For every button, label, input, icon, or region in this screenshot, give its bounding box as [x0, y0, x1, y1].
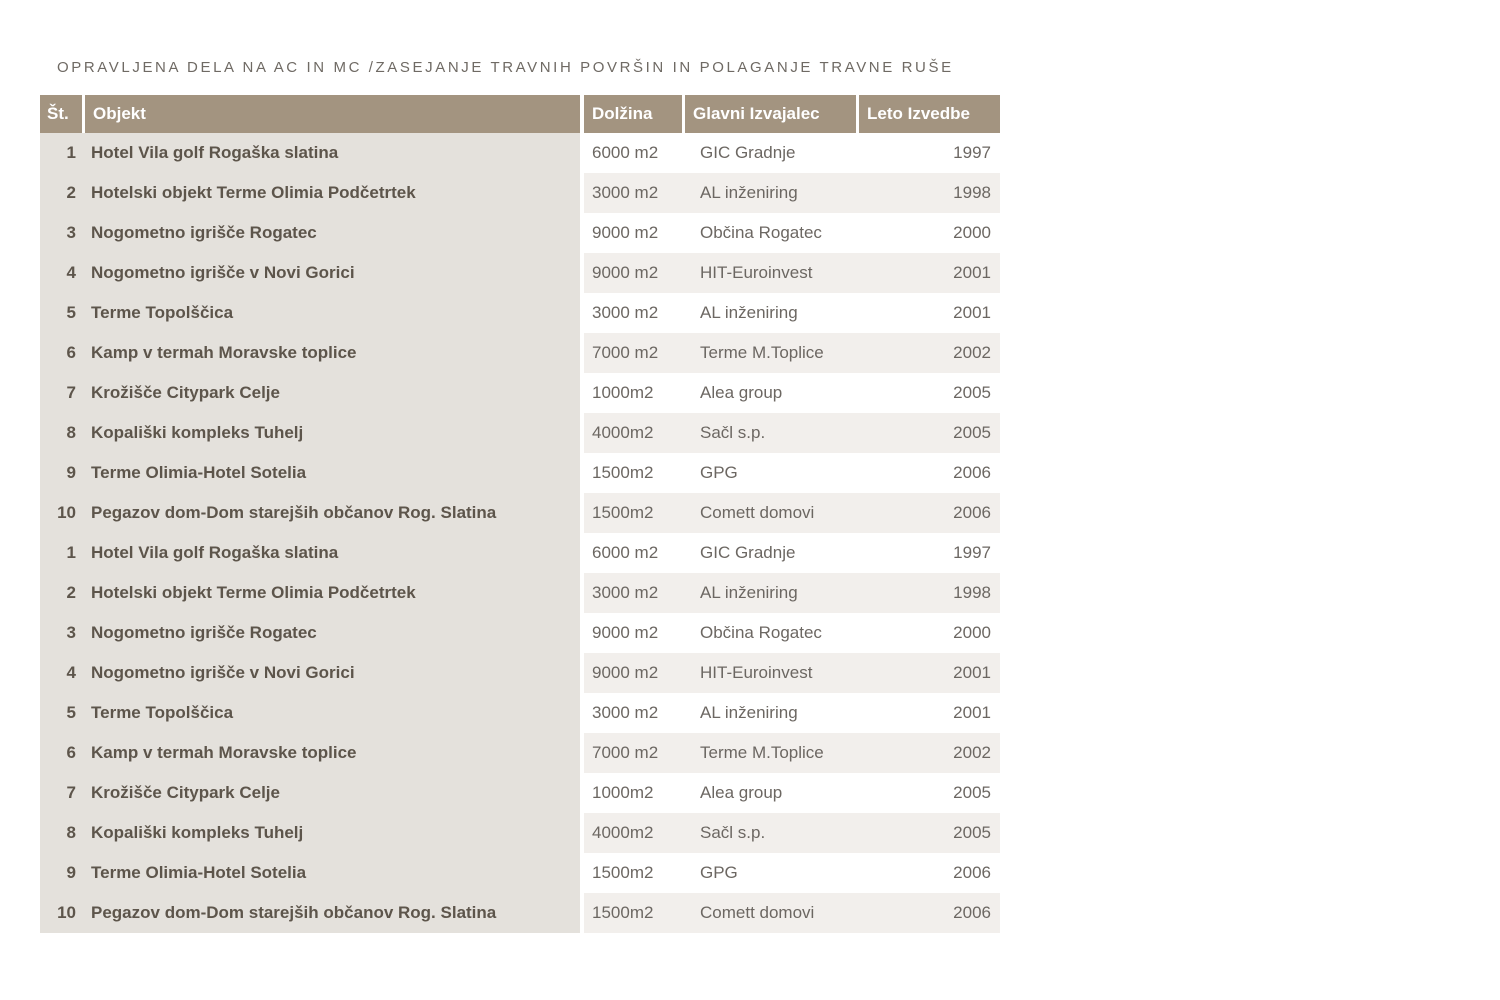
- row-left-block: [40, 453, 580, 493]
- table-row: [40, 133, 1000, 173]
- row-right-block: [584, 733, 1000, 773]
- table-row: [40, 493, 1000, 533]
- row-left-block: [40, 573, 580, 613]
- row-left-block: [40, 853, 580, 893]
- row-left-block: [40, 173, 580, 213]
- cell-dolzina: 9000 m2: [592, 663, 659, 682]
- cell-leto: 2002: [953, 743, 991, 762]
- cell-dolzina: 1500m2: [592, 903, 654, 922]
- cell-number: 1: [66, 543, 76, 562]
- cell-number: 9: [66, 863, 76, 882]
- row-right-block: [584, 373, 1000, 413]
- cell-izvajalec: AL inženiring: [700, 583, 798, 602]
- row-left-block: [40, 213, 580, 253]
- cell-number: 8: [66, 823, 76, 842]
- cell-number: 10: [57, 903, 76, 922]
- table-body: [40, 133, 1000, 933]
- cell-dolzina: 3000 m2: [592, 703, 659, 722]
- cell-leto: 2006: [953, 463, 991, 482]
- cell-dolzina: 9000 m2: [592, 223, 659, 242]
- row-left-block: [40, 413, 580, 453]
- cell-leto: 2005: [953, 823, 991, 842]
- cell-leto: 2002: [953, 343, 991, 362]
- cell-izvajalec: AL inženiring: [700, 703, 798, 722]
- cell-izvajalec: Terme M.Toplice: [700, 343, 824, 362]
- row-right-block: [584, 573, 1000, 613]
- cell-number: 2: [66, 183, 76, 202]
- table-row: [40, 453, 1000, 493]
- table-row: [40, 373, 1000, 413]
- cell-izvajalec: Comett domovi: [700, 903, 815, 922]
- table-row: [40, 413, 1000, 453]
- row-right-block: [584, 893, 1000, 933]
- cell-leto: 2005: [953, 423, 991, 442]
- table-row: [40, 213, 1000, 253]
- cell-leto: 1998: [953, 183, 991, 202]
- cell-dolzina: 1500m2: [592, 863, 654, 882]
- cell-izvajalec: GIC Gradnje: [700, 543, 796, 562]
- cell-leto: 2001: [953, 303, 991, 322]
- row-left-block: [40, 493, 580, 533]
- cell-objekt: Nogometno igrišče v Novi Gorici: [91, 663, 355, 682]
- cell-izvajalec: Sačl s.p.: [700, 423, 766, 442]
- row-right-block: [584, 453, 1000, 493]
- cell-dolzina: 3000 m2: [592, 183, 659, 202]
- cell-leto: 2000: [953, 223, 991, 242]
- row-left-block: [40, 253, 580, 293]
- cell-leto: 2001: [953, 703, 991, 722]
- table-row: [40, 813, 1000, 853]
- cell-number: 4: [66, 663, 76, 682]
- cell-izvajalec: Comett domovi: [700, 503, 815, 522]
- cell-leto: 2005: [953, 783, 991, 802]
- table-row: [40, 653, 1000, 693]
- table-row: [40, 533, 1000, 573]
- cell-number: 7: [66, 783, 76, 802]
- row-left-block: [40, 373, 580, 413]
- cell-leto: 2006: [953, 903, 991, 922]
- cell-objekt: Krožišče Citypark Celje: [91, 783, 280, 802]
- cell-leto: 2001: [953, 663, 991, 682]
- cell-dolzina: 6000 m2: [592, 143, 659, 162]
- row-right-block: [584, 333, 1000, 373]
- cell-number: 6: [66, 343, 76, 362]
- row-left-block: [40, 133, 580, 173]
- row-right-block: [584, 413, 1000, 453]
- row-left-block: [40, 733, 580, 773]
- row-left-block: [40, 293, 580, 333]
- cell-number: 3: [66, 623, 76, 642]
- table-row: [40, 173, 1000, 213]
- cell-leto: 2005: [953, 383, 991, 402]
- row-right-block: [584, 213, 1000, 253]
- cell-objekt: Krožišče Citypark Celje: [91, 383, 280, 402]
- cell-izvajalec: AL inženiring: [700, 183, 798, 202]
- row-left-block: [40, 693, 580, 733]
- cell-izvajalec: AL inženiring: [700, 303, 798, 322]
- cell-dolzina: 9000 m2: [592, 263, 659, 282]
- cell-objekt: Kopališki kompleks Tuhelj: [91, 423, 304, 442]
- row-left-block: [40, 813, 580, 853]
- row-left-block: [40, 333, 580, 373]
- cell-objekt: Hotelski objekt Terme Olimia Podčetrtek: [91, 583, 416, 602]
- cell-leto: 2000: [953, 623, 991, 642]
- cell-izvajalec: Alea group: [700, 383, 783, 402]
- cell-leto: 1997: [953, 543, 991, 562]
- cell-leto: 2001: [953, 263, 991, 282]
- row-left-block: [40, 653, 580, 693]
- cell-objekt: Hotel Vila golf Rogaška slatina: [91, 543, 339, 562]
- column-header-leto: Leto Izvedbe: [859, 95, 1000, 133]
- row-right-block: [584, 493, 1000, 533]
- column-header-objekt: Objekt: [85, 95, 580, 133]
- cell-objekt: Kopališki kompleks Tuhelj: [91, 823, 304, 842]
- cell-leto: 2006: [953, 863, 991, 882]
- cell-leto: 1998: [953, 583, 991, 602]
- cell-izvajalec: GPG: [700, 863, 738, 882]
- cell-dolzina: 3000 m2: [592, 303, 659, 322]
- works-table: [40, 95, 1000, 933]
- cell-dolzina: 3000 m2: [592, 583, 659, 602]
- cell-dolzina: 4000m2: [592, 423, 654, 442]
- row-right-block: [584, 293, 1000, 333]
- cell-number: 6: [66, 743, 76, 762]
- table-header-row: [40, 95, 1000, 133]
- row-right-block: [584, 853, 1000, 893]
- table-row: [40, 773, 1000, 813]
- cell-objekt: Terme Olimia-Hotel Sotelia: [91, 463, 307, 482]
- cell-dolzina: 1000m2: [592, 383, 654, 402]
- table-row: [40, 333, 1000, 373]
- cell-number: 7: [66, 383, 76, 402]
- cell-objekt: Kamp v termah Moravske toplice: [91, 743, 357, 762]
- cell-dolzina: 4000m2: [592, 823, 654, 842]
- table-row: [40, 853, 1000, 893]
- cell-izvajalec: HIT-Euroinvest: [700, 263, 813, 282]
- cell-izvajalec: GIC Gradnje: [700, 143, 796, 162]
- cell-objekt: Terme Olimia-Hotel Sotelia: [91, 863, 307, 882]
- table-row: [40, 693, 1000, 733]
- row-left-block: [40, 893, 580, 933]
- row-left-block: [40, 773, 580, 813]
- cell-number: 5: [66, 303, 76, 322]
- cell-dolzina: 1500m2: [592, 463, 654, 482]
- row-left-block: [40, 613, 580, 653]
- cell-izvajalec: HIT-Euroinvest: [700, 663, 813, 682]
- cell-objekt: Terme Topolščica: [91, 703, 234, 722]
- cell-leto: 2006: [953, 503, 991, 522]
- column-header-st: Št.: [40, 95, 82, 133]
- cell-izvajalec: Sačl s.p.: [700, 823, 766, 842]
- cell-dolzina: 7000 m2: [592, 743, 659, 762]
- row-right-block: [584, 773, 1000, 813]
- page-title: OPRAVLJENA DELA NA AC IN MC /ZASEJANJE TRAVNIH POVRŠIN IN POLAGANJE TRAVNE RUŠE: [57, 59, 954, 76]
- row-right-block: [584, 613, 1000, 653]
- cell-number: 5: [66, 703, 76, 722]
- cell-izvajalec: Občina Rogatec: [700, 623, 822, 642]
- cell-objekt: Pegazov dom-Dom starejših občanov Rog. Slatina: [91, 903, 497, 922]
- table-row: [40, 573, 1000, 613]
- cell-izvajalec: Terme M.Toplice: [700, 743, 824, 762]
- cell-number: 10: [57, 503, 76, 522]
- cell-dolzina: 9000 m2: [592, 623, 659, 642]
- table-row: [40, 293, 1000, 333]
- cell-izvajalec: Občina Rogatec: [700, 223, 822, 242]
- row-right-block: [584, 693, 1000, 733]
- column-header-dolzina: Dolžina: [584, 95, 682, 133]
- cell-objekt: Nogometno igrišče v Novi Gorici: [91, 263, 355, 282]
- cell-dolzina: 7000 m2: [592, 343, 659, 362]
- cell-dolzina: 6000 m2: [592, 543, 659, 562]
- table-row: [40, 893, 1000, 933]
- table-row: [40, 613, 1000, 653]
- cell-objekt: Kamp v termah Moravske toplice: [91, 343, 357, 362]
- row-right-block: [584, 253, 1000, 293]
- row-right-block: [584, 133, 1000, 173]
- cell-number: 1: [66, 143, 76, 162]
- cell-izvajalec: Alea group: [700, 783, 783, 802]
- cell-leto: 1997: [953, 143, 991, 162]
- cell-objekt: Nogometno igrišče Rogatec: [91, 623, 317, 642]
- column-header-izvajalec: Glavni Izvajalec: [685, 95, 856, 133]
- cell-number: 9: [66, 463, 76, 482]
- cell-number: 4: [66, 263, 76, 282]
- cell-objekt: Pegazov dom-Dom starejših občanov Rog. Slatina: [91, 503, 497, 522]
- cell-objekt: Terme Topolščica: [91, 303, 234, 322]
- cell-number: 2: [66, 583, 76, 602]
- row-right-block: [584, 653, 1000, 693]
- cell-objekt: Hotel Vila golf Rogaška slatina: [91, 143, 339, 162]
- table-row: [40, 733, 1000, 773]
- cell-dolzina: 1000m2: [592, 783, 654, 802]
- cell-number: 8: [66, 423, 76, 442]
- cell-number: 3: [66, 223, 76, 242]
- row-left-block: [40, 533, 580, 573]
- cell-objekt: Nogometno igrišče Rogatec: [91, 223, 317, 242]
- cell-dolzina: 1500m2: [592, 503, 654, 522]
- row-right-block: [584, 533, 1000, 573]
- cell-izvajalec: GPG: [700, 463, 738, 482]
- row-right-block: [584, 813, 1000, 853]
- cell-objekt: Hotelski objekt Terme Olimia Podčetrtek: [91, 183, 416, 202]
- row-right-block: [584, 173, 1000, 213]
- table-row: [40, 253, 1000, 293]
